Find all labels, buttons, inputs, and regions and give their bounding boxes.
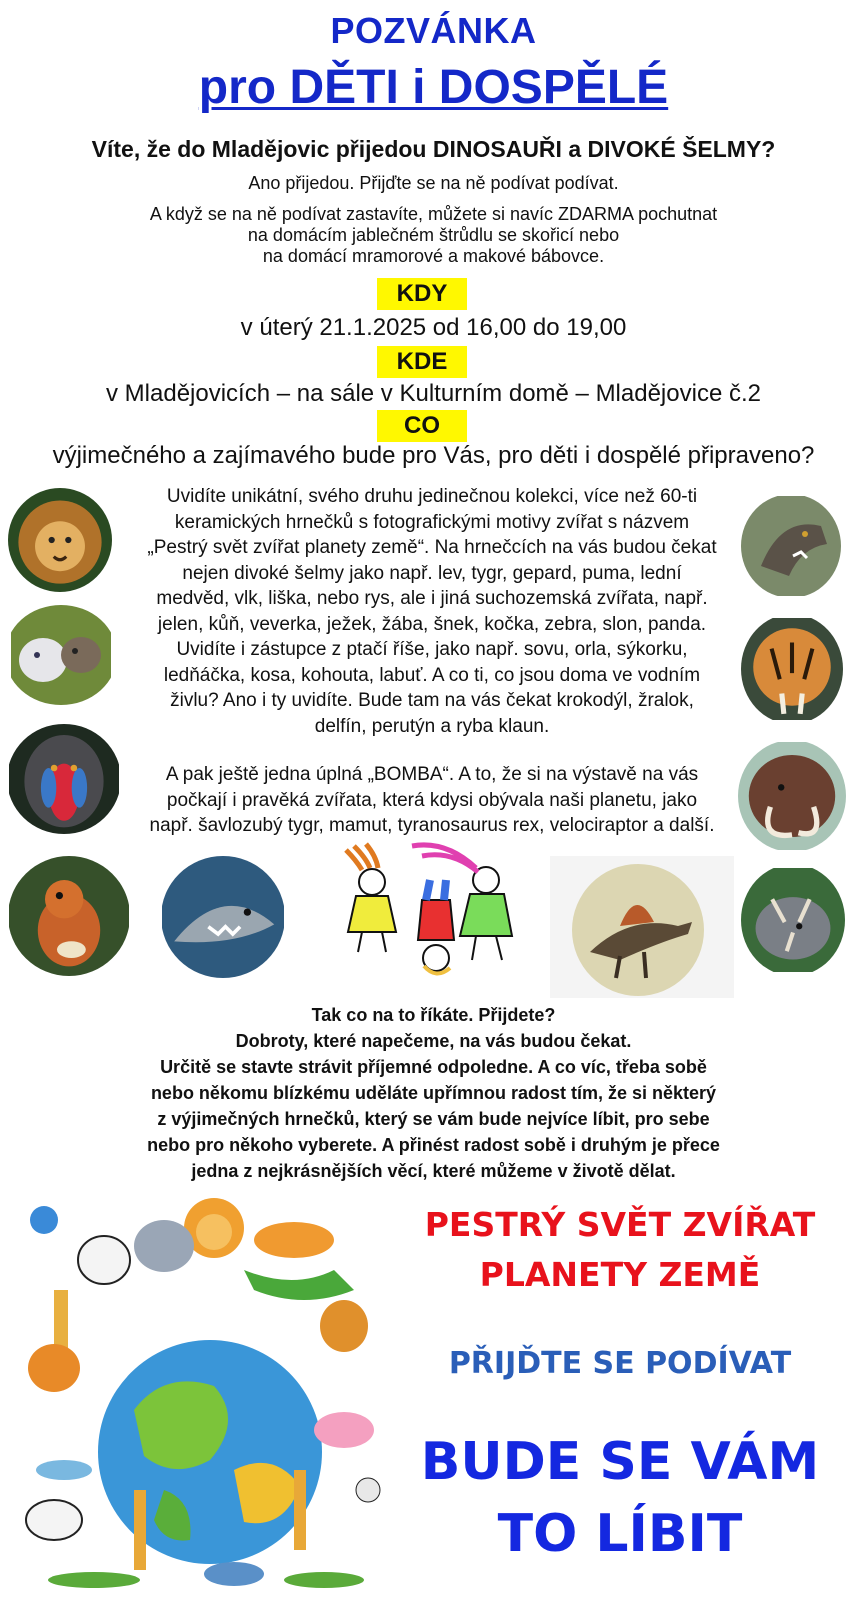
closing-line: z výjimečných hrnečků, který se vám bude nejvíce líbit, pro sebe [157,1109,710,1129]
sabertooth-photo [741,614,843,724]
closing-line: nebo pro někoho vyberete. A přinést radost sobě i druhým je přece [147,1135,720,1155]
description-line: Uvidíte unikátní, svého druhu jedinečnou kolekci, více než 60-ti [166,486,698,507]
trex-photo [741,494,841,598]
headline-colorful-world [400,1200,840,1300]
description-line: počkají i pravěká zvířata, která kdysi obývala naši planetu, jako [166,789,698,811]
headline-line: BUDE SE VÁM [420,1432,820,1492]
spinosaurus-photo [550,856,734,998]
description-line: Uvidíte i zástupce z ptačí říše, jako např. sovu, orla, sýkorku, [176,639,688,660]
offer-line: A když se na ně podívat zastavíte, můžete si navíc ZDARMA pochutnat [149,204,718,224]
intro-answer: Ano přijedou. Přijďte se na ně podívat podívat. [248,173,619,193]
mammoth-photo [738,740,846,852]
what-label: CO [377,410,467,442]
intro-question: Víte, že do Mladějovic přijedou DINOSAUŘI a DIVOKÉ ŠELMY? [91,136,776,162]
intro-offer [0,204,867,267]
when-text: v úterý 21.1.2025 od 16,00 do 19,00 [240,314,627,341]
description-line: keramických hrnečků s fotografickými motivy zvířat s názvem [174,511,690,533]
where-text: v Mladějovicích – na sále v Kulturním domě – Mladějovice č.2 [106,380,761,407]
shark-photo [161,856,285,978]
headline-you-will-like-it [400,1426,840,1570]
description-line: delfín, perutýn a ryba klaun. [314,715,550,737]
description-line: „Pestrý svět zvířat planety země“. Na hrnečcích na vás budou čekat [147,537,717,558]
cats-photo [5,605,117,705]
headline-line: PLANETY ZEMĚ [479,1255,761,1294]
mandrill-photo [7,724,121,834]
description-line: ledňáčka, kosa, kohouta, labuť. A co ti, co jsou doma ve vodním [163,664,701,686]
closing-line: Tak co na to říkáte. Přijdete? [311,1005,556,1025]
page-title: POZVÁNKA [330,10,537,51]
description-paragraph-2 [112,762,752,839]
closing-text [0,1002,867,1184]
page-subtitle [0,60,867,115]
description-line: živlu? Ano i ty uvidíte. Bude tam na vás čekat krokodýl, žralok, [170,690,694,711]
dancing-kids-illustration [326,840,532,1000]
animal-globe-collage [14,1190,386,1594]
description-line: např. šavlozubý tygr, mamut, tyranosaurus rex, velociraptor a další. [149,815,715,836]
description-line: medvěd, vlk, liška, nebo rys, ale i jiná suchozemská zvířata, např. [156,588,708,609]
description-line: A pak ještě jedna úplná „BOMBA“. A to, že si na výstavě na vás [165,764,699,785]
headline-line: PESTRÝ SVĚT ZVÍŘAT [424,1205,816,1244]
headline-come-look: PŘIJĎTE SE PODÍVAT [448,1346,792,1381]
offer-line: na domácí mramorové a makové bábovce. [262,246,605,266]
when-label: KDY [377,278,467,310]
description-line: jelen, kůň, veverka, ježek, žába, šnek, kočka, zebra, slon, panda. [157,613,707,635]
closing-line: jedna z nejkrásnějších věcí, které můžeme v životě dělat. [191,1161,676,1181]
offer-line: na domácím jablečném štrůdlu se skořicí nebo [247,225,620,245]
subtitle-text: pro DĚTI i DOSPĚLÉ [198,61,669,114]
description-paragraph-1 [112,484,752,739]
where-label: KDE [377,346,467,378]
closing-line: Dobroty, které napečeme, na vás budou čekat. [235,1031,632,1051]
description-line: nejen divoké šelmy jako např. lev, tygr, gepard, puma, lední [182,562,682,584]
squirrel-photo [8,856,130,976]
what-text: výjimečného a zajímavého bude pro Vás, pro děti i dospělé připraveno? [52,442,815,469]
lion-photo [8,488,112,592]
closing-line: nebo někomu blízkému uděláte upřímnou radost tím, že si některý [150,1083,717,1103]
headline-line: TO LÍBIT [497,1504,743,1564]
closing-line: Určitě se stavte strávit příjemné odpoledne. A co víc, třeba sobě [160,1057,707,1077]
triceratops-photo [741,864,845,976]
